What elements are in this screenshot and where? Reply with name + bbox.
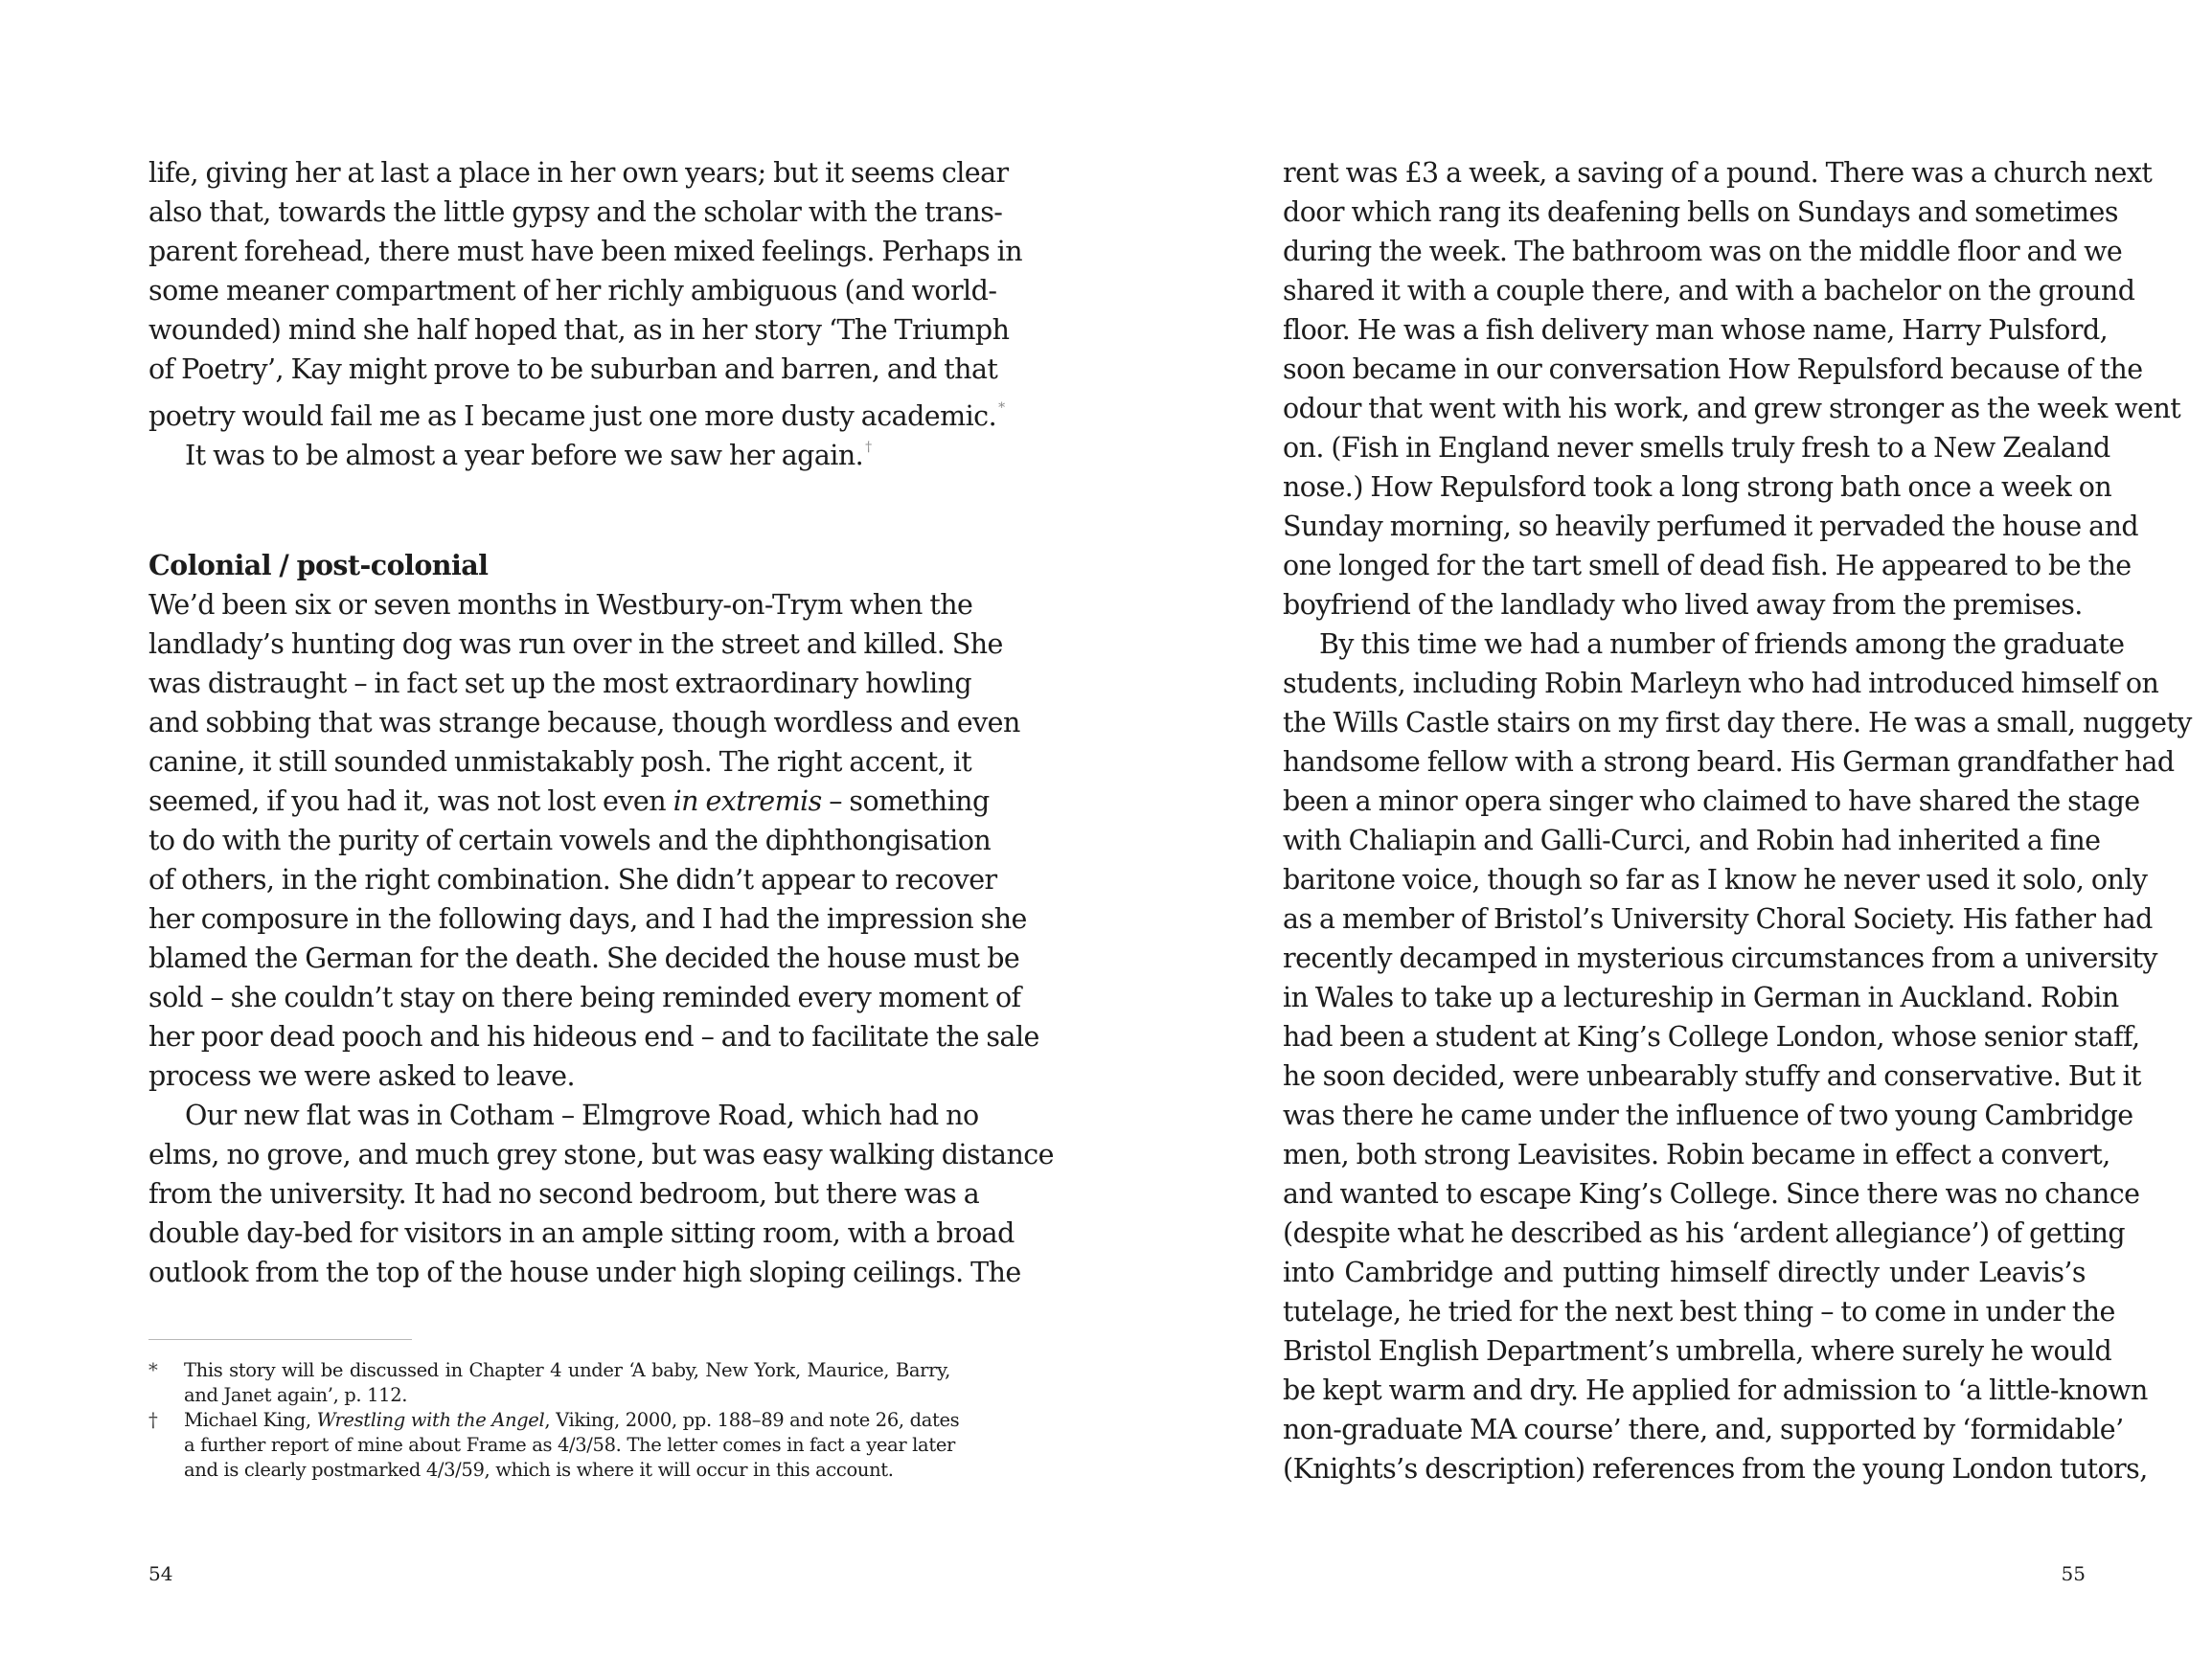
footnote-ref[interactable]: † [865, 440, 872, 455]
text-line: Our new flat was in Cotham – Elmgrove Road, which had no [185, 1100, 979, 1131]
text-line: parent forehead, there must have been mixed feelings. Perhaps in [148, 236, 1023, 267]
text-span: seemed, if you had it, was not lost even [148, 785, 667, 817]
text-line [148, 428, 951, 471]
text-line: into Cambridge and putting himself directly under Leavis’s [1283, 1257, 2086, 1288]
text-line: recently decamped in mysterious circumstances from a university [1283, 943, 2157, 974]
text-line: one longed for the tart smell of dead fish. He appeared to be the [1283, 550, 2132, 581]
text-line: soon became in our conversation How Repulsford because of the [1283, 353, 2143, 385]
book-title: Wrestling with the Angel [316, 1409, 545, 1431]
text-line: been a minor opera singer who claimed to have shared the stage [1283, 785, 2140, 817]
text-line: on. (Fish in England never smells truly fresh to a New Zealand [1283, 432, 2110, 464]
text-line: and wanted to escape King’s College. Since there was no chance [1283, 1178, 2140, 1210]
text-line: her poor dead pooch and his hideous end – and to facilitate the sale [148, 1021, 1039, 1053]
text-line: handsome fellow with a strong beard. His German grandfather had [1283, 746, 2175, 778]
text-line: the Wills Castle stairs on my first day there. He was a small, nuggety [1283, 707, 2192, 738]
text-line: shared it with a couple there, and with a bachelor on the ground [1283, 275, 2135, 307]
text-line: her composure in the following days, and I had the impression she [148, 903, 1027, 935]
text-line: also that, towards the little gypsy and the scholar with the trans- [148, 196, 1003, 228]
text-line: men, both strong Leavisites. Robin became in effect a convert, [1283, 1139, 2110, 1170]
footnote-line [184, 1408, 960, 1433]
text-line: in Wales to take up a lectureship in German in Auckland. Robin [1283, 982, 2119, 1013]
right-page [1283, 0, 2192, 1658]
text-line: nose.) How Repulsford took a long strong bath once a week on [1283, 471, 2112, 503]
text-line: Bristol English Department’s umbrella, where surely he would [1283, 1335, 2112, 1367]
page-number: 54 [148, 1562, 173, 1585]
left-page [148, 0, 1054, 1658]
text-span: poetry would fail me as I became just one more dusty academic. [148, 400, 997, 432]
page-number: 55 [2061, 1562, 2086, 1585]
footnote-line: a further report of mine about Frame as 4/3/58. The letter comes in fact a year later [184, 1434, 955, 1456]
text-line: canine, it still sounded unmistakably posh. The right accent, it [148, 746, 972, 778]
text-line: to do with the purity of certain vowels and the diphthongisation [148, 825, 992, 856]
text-line: door which rang its deafening bells on Sundays and sometimes [1283, 196, 2118, 228]
text-line: By this time we had a number of friends among the graduate [1319, 628, 2125, 660]
text-line: students, including Robin Marleyn who had introduced himself on [1283, 668, 2159, 699]
text-line: landlady’s hunting dog was run over in the street and killed. She [148, 628, 1003, 660]
text-span: It was to be almost a year before we saw her again. [185, 440, 864, 471]
text-line: life, giving her at last a place in her own years; but it seems clear [148, 157, 1009, 189]
text-line: of Poetry’, Kay might prove to be suburban and barren, and that [148, 353, 998, 385]
text-line: elms, no grove, and much grey stone, but was easy walking distance [148, 1139, 1054, 1170]
text-line: We’d been six or seven months in Westbury-on-Trym when the [148, 589, 973, 621]
text-line: some meaner compartment of her richly ambiguous (and world- [148, 275, 997, 307]
text-line: he soon decided, were unbearably stuffy and conservative. But it [1283, 1060, 2141, 1092]
text-line: was there he came under the influence of two young Cambridge [1283, 1100, 2133, 1131]
text-line: (Knights’s description) references from the young London tutors, [1283, 1453, 2148, 1485]
text-span: , Viking, 2000, pp. 188–89 and note 26, dates [544, 1409, 960, 1431]
text-line: non-graduate MA course’ there, and, supported by ‘formidable’ [1283, 1414, 2124, 1445]
text-line: tutelage, he tried for the next best thing – to come in under the [1283, 1296, 2115, 1328]
footnote-mark: * [148, 1359, 158, 1381]
text-line: wounded) mind she half hoped that, as in her story ‘The Triumph [148, 314, 1010, 346]
section-heading: Colonial / post-colonial [148, 549, 489, 581]
text-span: Michael King, [184, 1409, 317, 1431]
text-line: blamed the German for the death. She decided the house must be [148, 943, 1020, 974]
text-line: baritone voice, though so far as I know he never used it solo, only [1283, 864, 2148, 896]
text-line [148, 389, 1005, 432]
text-line: boyfriend of the landlady who lived away from the premises. [1283, 589, 2083, 621]
text-line [148, 782, 990, 821]
text-line: odour that went with his work, and grew stronger as the week went [1283, 393, 2181, 424]
text-line: process we were asked to leave. [148, 1060, 575, 1092]
text-line: floor. He was a fish delivery man whose name, Harry Pulsford, [1283, 314, 2109, 346]
footnote-mark: † [148, 1409, 158, 1431]
text-line: outlook from the top of the house under high sloping ceilings. The [148, 1257, 1021, 1288]
footnote-ref[interactable]: * [998, 400, 1005, 416]
text-line: had been a student at King’s College London, whose senior staff, [1283, 1021, 2140, 1053]
footnote-line: and Janet again’, p. 112. [184, 1384, 408, 1406]
text-line: rent was £3 a week, a saving of a pound. There was a church next [1283, 157, 2153, 189]
text-line: be kept warm and dry. He applied for admission to ‘a little-known [1283, 1374, 2148, 1406]
text-line: Sunday morning, so heavily perfumed it pervaded the house and [1283, 511, 2139, 542]
text-line: of others, in the right combination. She didn’t appear to recover [148, 864, 997, 896]
text-line: as a member of Bristol’s University Choral Society. His father had [1283, 903, 2153, 935]
text-line: during the week. The bathroom was on the middle floor and we [1283, 236, 2123, 267]
text-span: – something [821, 785, 990, 817]
footnote-line: and is clearly postmarked 4/3/59, which is where it will occur in this account. [184, 1459, 894, 1481]
text-line: (despite what he described as his ‘ardent allegiance’) of getting [1283, 1217, 2126, 1249]
text-line: sold – she couldn’t stay on there being reminded every moment of [148, 982, 1021, 1013]
text-line: double day-bed for visitors in an ample sitting room, with a broad [148, 1217, 1015, 1249]
footnote-line: This story will be discussed in Chapter 4 under ‘A baby, New York, Maurice, Barry, [184, 1359, 950, 1381]
italic-phrase: in extremis [673, 785, 822, 817]
text-line: from the university. It had no second bedroom, but there was a [148, 1178, 980, 1210]
text-line: with Chaliapin and Galli-Curci, and Robin had inherited a fine [1283, 825, 2101, 856]
text-line: was distraught – in fact set up the most extraordinary howling [148, 668, 972, 699]
footnote-rule [148, 1339, 412, 1340]
text-line: and sobbing that was strange because, though wordless and even [148, 707, 1020, 738]
